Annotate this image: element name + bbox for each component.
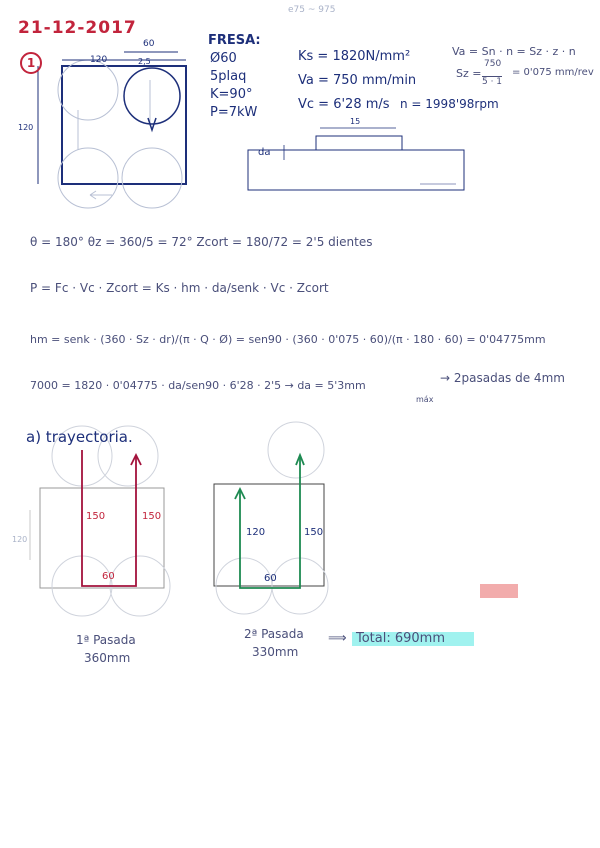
tool-diameter: Ø60	[210, 51, 237, 66]
calc-max-label: máx	[416, 395, 434, 404]
pass1-right-dim: 150	[142, 511, 162, 522]
cutting-va: Va = 750 mm/min	[298, 73, 417, 88]
feed-formula-line1: Va = Sn · n = Sz · z · n	[452, 45, 576, 58]
cutter-circle-top-left	[58, 60, 118, 120]
cutter-circle-top-right	[124, 68, 180, 124]
cutting-n: n = 1998'98rpm	[400, 97, 499, 111]
highlight-red-mark	[480, 584, 518, 598]
pass1-outer-dim: 120	[12, 535, 28, 544]
pass2-left-dim: 120	[246, 527, 266, 538]
problem-number-badge: 1	[20, 52, 42, 74]
tool-power: P=7kW	[210, 105, 258, 120]
side-label-15: 15	[350, 117, 361, 126]
calc-hm-line: hm = senk · (360 · Sz · dr)/(π · Q · Ø) = sen90 · (360 · 0'075 · 60)/(π · 180 · 60) = 0'04775mm	[30, 333, 546, 346]
calc-theta-line: θ = 180° θz = 360/5 = 72° Zcort = 180/72 = 2'5 dientes	[30, 235, 373, 249]
feed-sz-den: 5 · 1	[482, 77, 503, 87]
side-cutter	[316, 136, 402, 150]
pass2-length: 330mm	[252, 645, 299, 659]
calc-solve-line: 7000 = 1820 · 0'04775 · da/sen90 · 6'28 · 2'5 → da = 5'3mm	[30, 379, 366, 392]
pass2-diagram	[214, 422, 328, 614]
pass1-length: 360mm	[84, 651, 131, 665]
pass2-bottom-dim: 60	[264, 573, 277, 584]
part-a-heading: a) trayectoria.	[26, 428, 133, 446]
dim-width-label: 120	[90, 55, 108, 65]
calc-passes-label: → 2pasadas de 4mm	[440, 371, 565, 385]
side-label-da: da	[258, 147, 271, 158]
cutter-circle-bottom-right	[122, 148, 182, 208]
cutting-vc: Vc = 6'28 m/s	[298, 97, 390, 112]
pass2-label: 2ª Pasada	[244, 627, 304, 641]
total-arrow-icon: ⟹	[328, 631, 347, 646]
date: 21-12-2017	[18, 18, 137, 38]
top-scribble: e75 ~ 975	[288, 5, 336, 15]
top-sketch	[38, 52, 186, 208]
dim-height-label: 120	[18, 123, 34, 132]
pass2-toolpath	[240, 456, 300, 588]
dim-inner-label: 2,5	[138, 57, 151, 66]
calc-power-line: P = Fc · Vc · Zcort = Ks · hm · da/senk · Vc · Zcort	[30, 281, 329, 295]
pass1-bottom-dim: 60	[102, 571, 115, 582]
cutter-circle-bottom-left	[58, 148, 118, 208]
tool-heading: FRESA:	[208, 33, 261, 48]
side-sketch	[248, 128, 464, 190]
pass2-right-dim: 150	[304, 527, 324, 538]
feed-sz-num: 750	[484, 59, 502, 69]
pass1-left-dim: 150	[86, 511, 106, 522]
tool-teeth: 5plaq	[210, 69, 247, 84]
cutting-ks: Ks = 1820N/mm²	[298, 49, 411, 64]
total-length: Total: 690mm	[356, 631, 446, 646]
feed-sz-label: Sz =	[456, 67, 482, 80]
dim-diameter-label: 60	[143, 39, 155, 49]
pass1-label: 1ª Pasada	[76, 633, 136, 647]
feed-sz-result: = 0'075 mm/rev	[512, 67, 594, 78]
tool-kappa: K=90°	[210, 87, 253, 102]
